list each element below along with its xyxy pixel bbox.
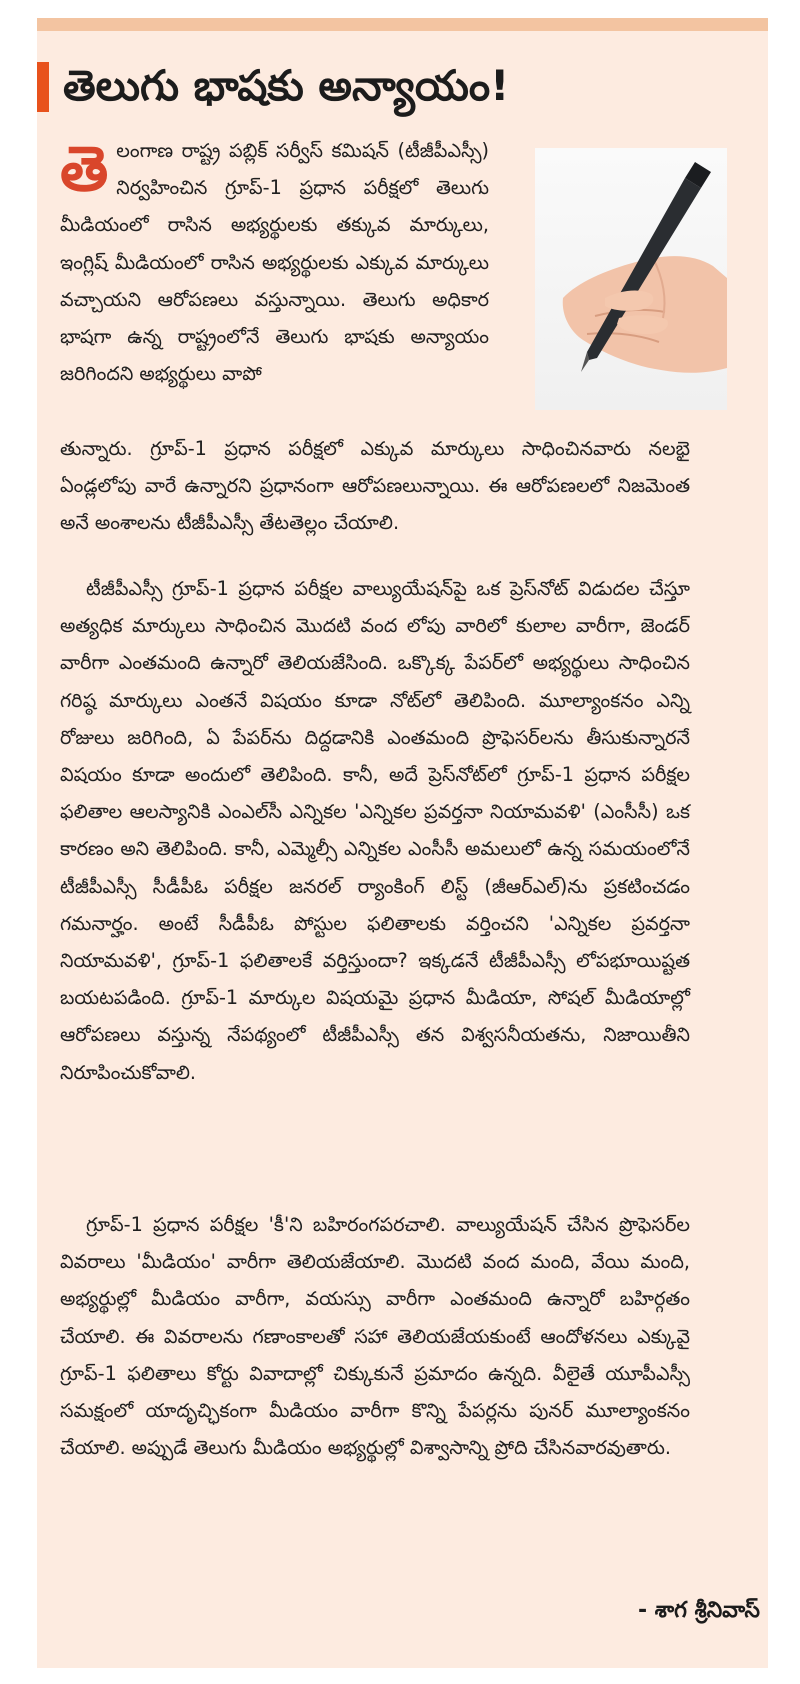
pen-in-hand-photo	[535, 148, 727, 410]
author-byline: - శాగ శ్రీనివాస్	[637, 1598, 760, 1623]
paragraph-1-text	[60, 132, 489, 392]
paragraph-1-first: లంగాణ రాష్ట్ర పబ్లిక్ సర్వీస్ కమిషన్ (టీజీపీఎస్సీ) నిర్వహించిన గ్రూప్-1 ప్రధాన పరీక్షలో తెలుగు మీడియంలో రాసిన అభ్యర్థులకు తక్కువ మార్కులు, ఇంగ్లిష్ మీడియంలో రాసిన అభ్యర్థులకు ఎక్కువ మార్కులు వచ్చాయని ఆరోపణలు వస్తున్నాయి. తెలుగు అధికార భాషగా ఉన్న రాష్ట్రంలోనే తెలుగు భాషకు అన్యాయం జరిగిందని అభ్యర్థులు వాపో	[60, 139, 489, 386]
paragraph-1-continued: తున్నారు. గ్రూప్-1 ప్రధాన పరీక్షలో ఎక్కువ మార్కులు సాధించినవారు నలభై ఏండ్లలోపు వారే ఉన్నారని ప్రధానంగా ఆరోపణలున్నాయి. ఈ ఆరోపణలలో నిజమెంత అనే అంశాలను టీజీపీఎస్సీ తేటతెల్లం చేయాలి.	[60, 437, 690, 535]
pen-hand-illustration	[535, 148, 727, 410]
paragraph-1-intro	[60, 132, 489, 392]
drop-cap: తె	[60, 132, 109, 205]
headline: తెలుగు భాషకు అన్యాయం!	[63, 61, 510, 110]
paragraph-3: గ్రూప్-1 ప్రధాన పరీక్షల 'కీ'ని బహిరంగపరచాలి. వాల్యుయేషన్ చేసిన ప్రొఫెసర్‌ల వివరాలు 'మీడియం' వారీగా తెలియజేయాలి. మొదటి వంద మంది, వేయి మంది, అభ్యర్థుల్లో మీడియం వారీగా, వయస్సు వారీగా ఎంతమంది ఉన్నారో బహిర్గతం చేయాలి. ఈ వివరాలను గణాంకాలతో సహా తెలియజేయకుంటే ఆందోళనలు ఎక్కువై గ్రూప్-1 ఫలితాలు కోర్టు వివాదాల్లో చిక్కుకునే ప్రమాదం ఉన్నది. వీలైతే యూపీఎస్సీ సమక్షంలో యాదృచ్ఛికంగా మీడియం వారీగా కొన్ని పేపర్లను పునర్ మూల్యాంకనం చేయాలి. అప్పుడే తెలుగు మీడియం అభ్యర్థుల్లో విశ్వాసాన్ని ప్రోది చేసినవారవుతారు.	[60, 1213, 690, 1460]
headline-accent-bar	[37, 62, 49, 112]
paragraph-2: టీజీపీఎస్సీ గ్రూప్-1 ప్రధాన పరీక్షల వాల్యుయేషన్‌పై ఒక ప్రెస్‌నోట్ విడుదల చేస్తూ అత్యధిక మార్కులు సాధించిన మొదటి వంద లోపు వారిలో కులాల వారీగా, జెండర్ వారీగా ఎంతమంది ఉన్నారో తెలియజేసింది. ఒక్కొక్క పేపర్‌లో అభ్యర్థులు సాధించిన గరిష్ఠ మార్కులు ఎంతనే విషయం కూడా నోట్‌లో తెలిపింది. మూల్యాంకనం ఎన్ని రోజులు జరిగింది, ఏ పేపర్‌ను దిద్దడానికి ఎంతమంది ప్రొఫెసర్‌లను తీసుకున్నారనే విషయం కూడా అందులో తెలిపింది. కానీ, అదే ప్రెస్‌నోట్‌లో గ్రూప్-1 ప్రధాన పరీక్షల ఫలితాల ఆలస్యానికి ఎంఎల్‌సీ ఎన్నికల 'ఎన్నికల ప్రవర్తనా నియామవళి' (ఎంసీసీ) ఒక కారణం అని తెలిపింది. కానీ, ఎమ్మెల్సీ ఎన్నికల ఎంసీసీ అమలులో ఉన్న సమయంలోనే టీజీపీఎస్సీ సీడీపీఓ పరీక్షల జనరల్ ర్యాంకింగ్ లిస్ట్ (జీఆర్‌ఎల్)ను ప్రకటించడం గమనార్హం. అంటే సీడీపీఓ పోస్టుల ఫలితాలకు వర్తించని 'ఎన్నికల ప్రవర్తనా నియామవళి', గ్రూప్-1 ఫలితాలకే వర్తిస్తుందా? ఇక్కడనే టీజీపీఎస్సీ లోపభూయిష్టత బయటపడింది. గ్రూప్-1 మార్కుల విషయమై ప్రధాన మీడియా, సోషల్ మీడియాల్లో ఆరోపణలు వస్తున్న నేపథ్యంలో టీజీపీఎస్సీ తన విశ్వసనీయతను, నిజాయితీని నిరూపించుకోవాలి.	[60, 577, 690, 1084]
top-rule	[37, 18, 768, 31]
